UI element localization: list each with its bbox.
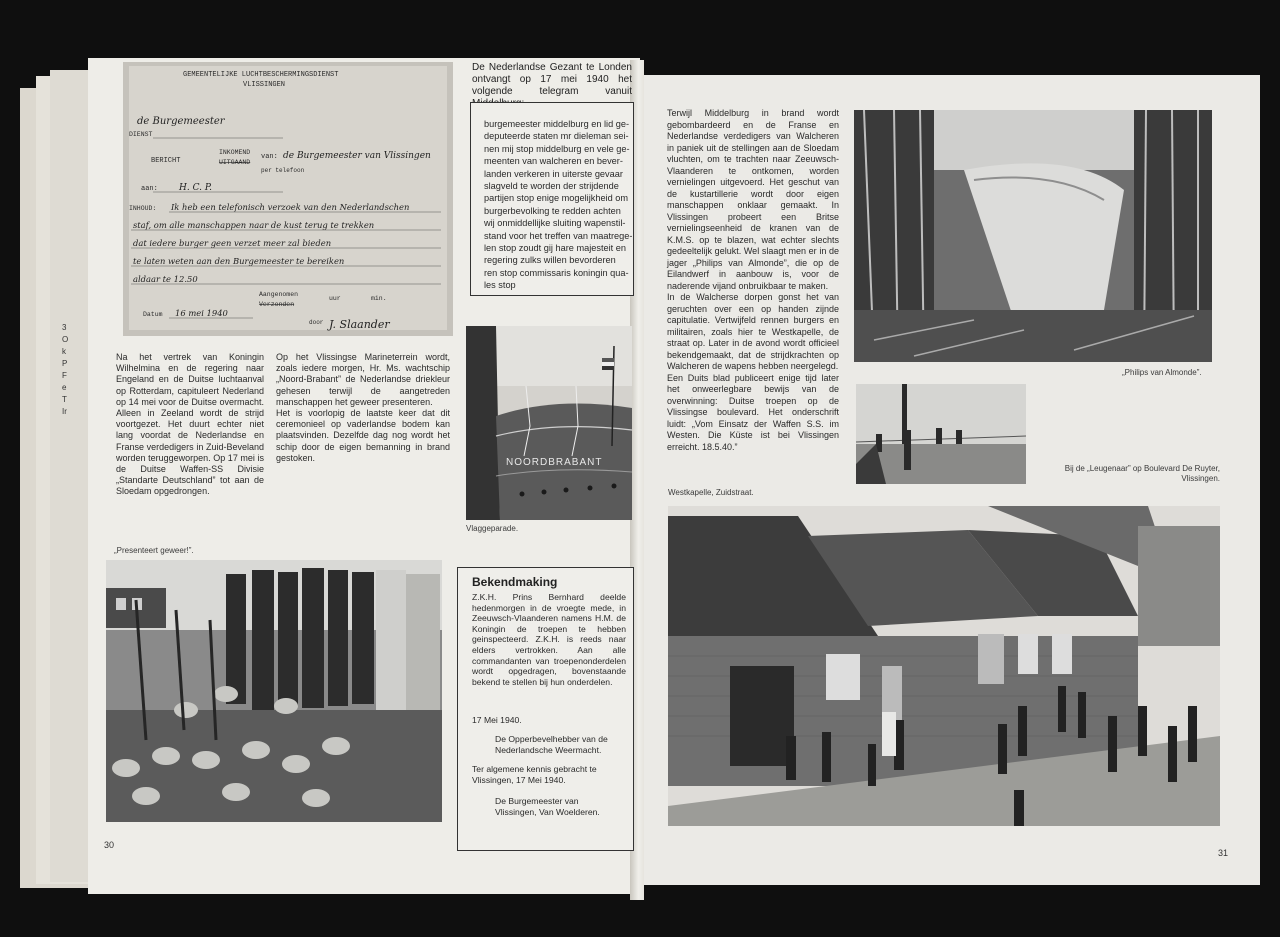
street-photo <box>668 506 1220 826</box>
bekendmaking-date: 17 Mei 1940. <box>472 715 522 725</box>
doc-min: min. <box>371 295 387 302</box>
doc-aan: aan: <box>141 185 158 193</box>
ship-wreck-photo <box>854 110 1212 362</box>
doc-door: door <box>309 319 324 326</box>
doc-per: per telefoon <box>261 167 305 174</box>
left-paragraph-2: Op het Vlissingse Marineterrein wordt, zoals iedere morgen, Hr. Ms. wachtschip „Noord-Brabant” de Nederlandse driekleur gehesen terwijl de aangetreden manschappen het geweer presenteren. Het is voorlopig de laatste keer dat dit ceremonieel op vaderlandse bodem kan plaatsvinden. Dezelfde dag nog wordt het schip door de eigen bemanning in brand gestoken. <box>276 352 450 463</box>
document-photo <box>123 62 453 336</box>
caption-street: Westkapelle, Zuidstraat. <box>668 488 754 497</box>
caption-boulevard: Bij de „Leugenaar” op Boulevard De Ruyter, Vlissingen. <box>1064 464 1220 483</box>
caption-flag: Vlaggeparade. <box>466 524 519 533</box>
bekendmaking-body: Z.K.H. Prins Bernhard deelde hedenmorgen in de vroegte mede, in Zeeuwsch-Vlaanderen namens H.M. de Koningin de troepen te hebben geinspecteerd. Z.K.H. is reeds naar elders vertrokken. Aan alle commandanten van troepenonderdelen wordt opgedragen, bovenstaande bekend te stellen bij hun onderdelen. <box>472 592 626 687</box>
doc-verzonden: Verzonden <box>259 301 295 308</box>
caption-soldiers: „Presenteert geweer!”. <box>114 546 194 555</box>
edge-fragment-text: 3 O k P F e T Ir <box>62 323 69 416</box>
doc-van-handwriting: de Burgemeester van Vlissingen <box>283 151 431 161</box>
bekendmaking-title: Bekendmaking <box>472 575 558 589</box>
flag-ship-photo <box>466 326 632 520</box>
doc-datum: Datum <box>143 311 163 318</box>
caption-ship: „Philips van Almonde”. <box>1122 368 1202 377</box>
doc-uur: uur <box>329 295 341 302</box>
page-number-left: 30 <box>104 840 115 850</box>
doc-signature: J. Slaander <box>329 318 390 331</box>
left-paragraph-1: Na het vertrek van Koningin Wilhelmina en de regering naar Engeland en de Duitse luchtaanval op Rotterdam, capituleert Nederland op 14 mei voor de Duitse overmacht. Alleen in Zeeland wordt de strijd voortgezet. Het duurt echter niet lang voordat de Nederlandse en Franse verdedigers in Zuid-Beveland worden teruggeworpen. Op 17 mei is de Duitse Waffen-SS Divisie „Standarte Deutschland” tot aan de Sloedam opgedrongen. <box>116 352 264 497</box>
doc-inhoud-line4: te laten weten aan den Burgemeester te bereiken <box>133 256 345 266</box>
bekendmaking-public-notice: Ter algemene kennis gebracht te Vlissingen, 17 Mei 1940. <box>472 764 597 785</box>
doc-header2: VLISSINGEN <box>243 81 286 89</box>
doc-header1: GEMEENTELIJKE LUCHTBESCHERMINGSDIENST <box>183 71 339 79</box>
doc-inhoud-line3: dat iedere burger geen verzet meer zal bieden <box>133 238 332 248</box>
telegram-text: burgemeester middelburg en lid ge- deputeerde staten mr dieleman sei- nen mij stop middelburg en vele ge- meenten van walcheren en bever- landen verkeren in uiterste gevaar slagveld te worden der strijdende partijen stop enige mogelijkheid om burgerbevolking te redden achten wij onmiddellijke sluiting wapenstil- stand voor het treffen van maatrege- len stop zoudt gij hare majesteit en regering zulks willen bevorderen ren stop commissaris koningin qua- les stop <box>484 119 632 291</box>
telegram-intro: De Nederlandse Gezant te Londen ontvangt op 17 mei 1940 het volgende telegram vanuit <box>472 62 632 97</box>
doc-time-handwriting: aldaar te 12.50 <box>133 274 198 284</box>
doc-van: van: <box>261 153 278 161</box>
doc-inhoud-line1: Ik heb een telefonisch verzoek van den Nederlandschen <box>171 202 410 212</box>
ship-name-label: NOORDBRABANT <box>506 457 603 468</box>
doc-aan-handwriting: H. C. P. <box>179 183 212 193</box>
doc-aangenomen: Aangenomen <box>259 291 299 298</box>
doc-dienst: DIENST <box>129 131 153 138</box>
bekendmaking-signature-2: De Burgemeester van Vlissingen, Van Woelderen. <box>495 796 600 817</box>
page-number-right: 31 <box>1218 848 1229 858</box>
doc-inhoud: INHOUD: <box>129 205 157 212</box>
soldiers-photo <box>106 560 442 822</box>
bekendmaking-signature-1: De Opperbevelhebber van de Nederlandsche Weermacht. <box>495 734 608 755</box>
boulevard-photo <box>856 384 1026 484</box>
doc-inkomend: INKOMEND <box>219 149 251 156</box>
doc-bericht: BERICHT <box>151 157 181 165</box>
doc-date-handwriting: 16 mei 1940 <box>175 308 228 318</box>
doc-uitgaand: UITGAAND <box>219 159 251 166</box>
right-paragraph: Terwijl Middelburg in brand wordt gebombardeerd en de Franse en Nederlandse verdedigers van Walcheren in paniek uit de stellingen aan de Sloedam vluchten, om te trachten naar Zeeuwsch-Vlaanderen te ontkomen, worden vernielingen uitgevoerd. Het geschut van de kustartillerie wordt door eigen manschappen onklaar gemaakt. In Vlissingen probeert een Britse vernielingseenheid de kranen van de K.M.S. op te blazen, wat echter slechts gedeeltelijk gelukt. Wel slaagt men er in de jager „Philips van Almonde”, die op de Eilandwerf in aanbouw is, voor de naderende vijand onbruikbaar te maken. In de Walcherse dorpen gonst het van geruchten over een op handen zijnde capitulatie. Vertwijfeld rennen burgers en militairen, zoals hier te Westkapelle, de straat op. Later in de avond wordt officieel bekendgemaakt, dat de strijdkrachten op Walcheren de wapens hebben neergelegd. Een Duits blad publiceert enige tijd later het onweerlegbare bewijs van de overwinning: Duitse troepen op de Vlissingse boulevard. Het onderschrift luidt: „Vom Einsatz der Waffen S.S. im Westen. Die Küste ist bei Vlissingen erreicht. 18.5.40.” <box>667 108 839 452</box>
svg-text:de Burgemeester: de Burgemeester <box>137 116 225 127</box>
doc-inhoud-line2: staf, om alle manschappen naar de kust terug te trekken <box>133 220 375 230</box>
